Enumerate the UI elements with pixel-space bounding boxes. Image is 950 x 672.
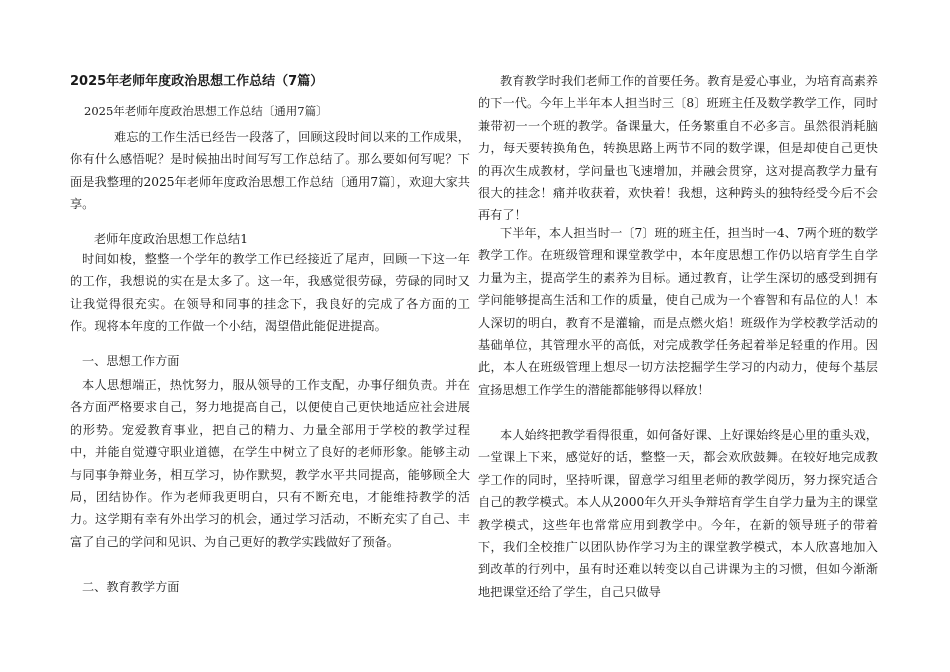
document-title: 2025年老师年度政治思想工作总结（7篇） [70, 74, 324, 89]
right-paragraph-3-text: 本人始终把教学看得很重，如何备好课、上好课始终是心里的重头戏，一堂课上下来，感觉好的话，整整一天，都会欢欣鼓舞。在较好地完成教学工作的同时，坚持听课，留意学习组里老师的教学阅历，努力探究适合自己的教学模式。本人从2000年久开头争辩培育学生自学力量为主的课堂教学模式，这些年也常常应用到教学中。今年，在新的领导班子的带着下，我们全校推广以团队协作学习为主的课堂教学模式，本人欣喜地加入到改革的行列中，虽有时还难以转变以自己讲课为主的习惯，但如今渐渐地把课堂还给了学生，自己只做导 [478, 428, 878, 599]
heading-teaching-text: 二、教育教学方面 [82, 580, 180, 594]
intro-text: 难忘的工作生活已经告一段落了，回顾这段时间以来的工作成果，你有什么感悟呢？是时候抽出时间写写工作总结了。那么要如何写呢？下面是我整理的2025年老师年度政治思想工作总结〔通用7篇〕，欢迎大家共享。 [70, 130, 470, 212]
time-paragraph-text: 时间如梭，整整一个学年的教学工作已经接近了尾声，回顾一下这一年的工作，我想说的实在是太多了。这一年，我感觉很劳碌，劳碌的同时又让我觉得很充实。在领导和同事的挂念下，我良好的完成了各方面的工作。现将本年度的工作做一个小结，渴望借此能促进提高。 [70, 252, 470, 334]
right-paragraph-2 [478, 222, 878, 401]
document-subtitle: 2025年老师年度政治思想工作总结〔通用7篇〕 [84, 104, 328, 118]
right-paragraph-1-text: 教育教学时我们老师工作的首要任务。教育是爱心事业，为培育高素养的下一代。今年上半年本人担当时三〔8〕班班主任及数学教学工作，同时兼带初一一个班的教学。备课量大，任务繁重自不必多言。虽然很消耗脑力，每天要转换角色，转换思路上两节不同的数学课，但是却使自己更快的再次生成教材，学问量也飞速增加，并融会贯穿，这对提高教学力量有很大的挂念！痛并收获着，欢快着！我想，这种跨头的独特经受今后不会再有了！ [478, 74, 878, 223]
thought-work-paragraph [70, 374, 470, 553]
heading-thought-work-text: 一、思想工作方面 [82, 354, 180, 368]
time-paragraph [70, 248, 470, 338]
thought-work-text: 本人思想端正，热忱努力，服从领导的工作支配，办事仔细负责。并在各方面严格要求自己，努力地提高自己，以便使自己更快地适应社会进展的形势。宠爱教育事业，把自己的精力、力量全部用于学校的教学过程中，并能自觉遵守职业道德，在学生中树立了良好的老师形象。能够主动与同事争辩业务，相互学习，协作默契，教学水平共同提高，能够顾全大局，团结协作。作为老师我更明白，只有不断充电，才能维持教学的活力。这学期有幸有外出学习的机会，通过学习活动，不断充实了自己、丰富了自己的学问和见识、为自己更好的教学实践做好了预备。 [70, 378, 470, 549]
heading-thought-work [82, 350, 482, 372]
section-title-text: 老师年度政治思想工作总结1 [94, 232, 249, 246]
heading-teaching [82, 576, 482, 598]
right-paragraph-3 [478, 424, 878, 603]
intro-paragraph [70, 126, 470, 216]
right-paragraph-2-text: 下半年，本人担当时一〔7〕班的班主任，担当时一4、7两个班的数学教学工作。在班级管理和课堂教学中，本年度思想工作仍以培育学生自学力量为主，提高学生的素养为目标。通过教育，让学生深切的感受到拥有学问能够提高生活和工作的质量，使自己成为一个睿智和有品位的人！本人深切的明白，教育不是灌输，而是点燃火焰！班级作为学校教学活动的基础单位，其管理水平的高低，对完成教学任务起着举足轻重的作用。因此，本人在班级管理上想尽一切方法挖掘学生学习的内动力，使每个基层宣扬思想工作学生的潜能都能够得以释放！ [478, 226, 878, 397]
right-paragraph-1 [478, 70, 878, 227]
